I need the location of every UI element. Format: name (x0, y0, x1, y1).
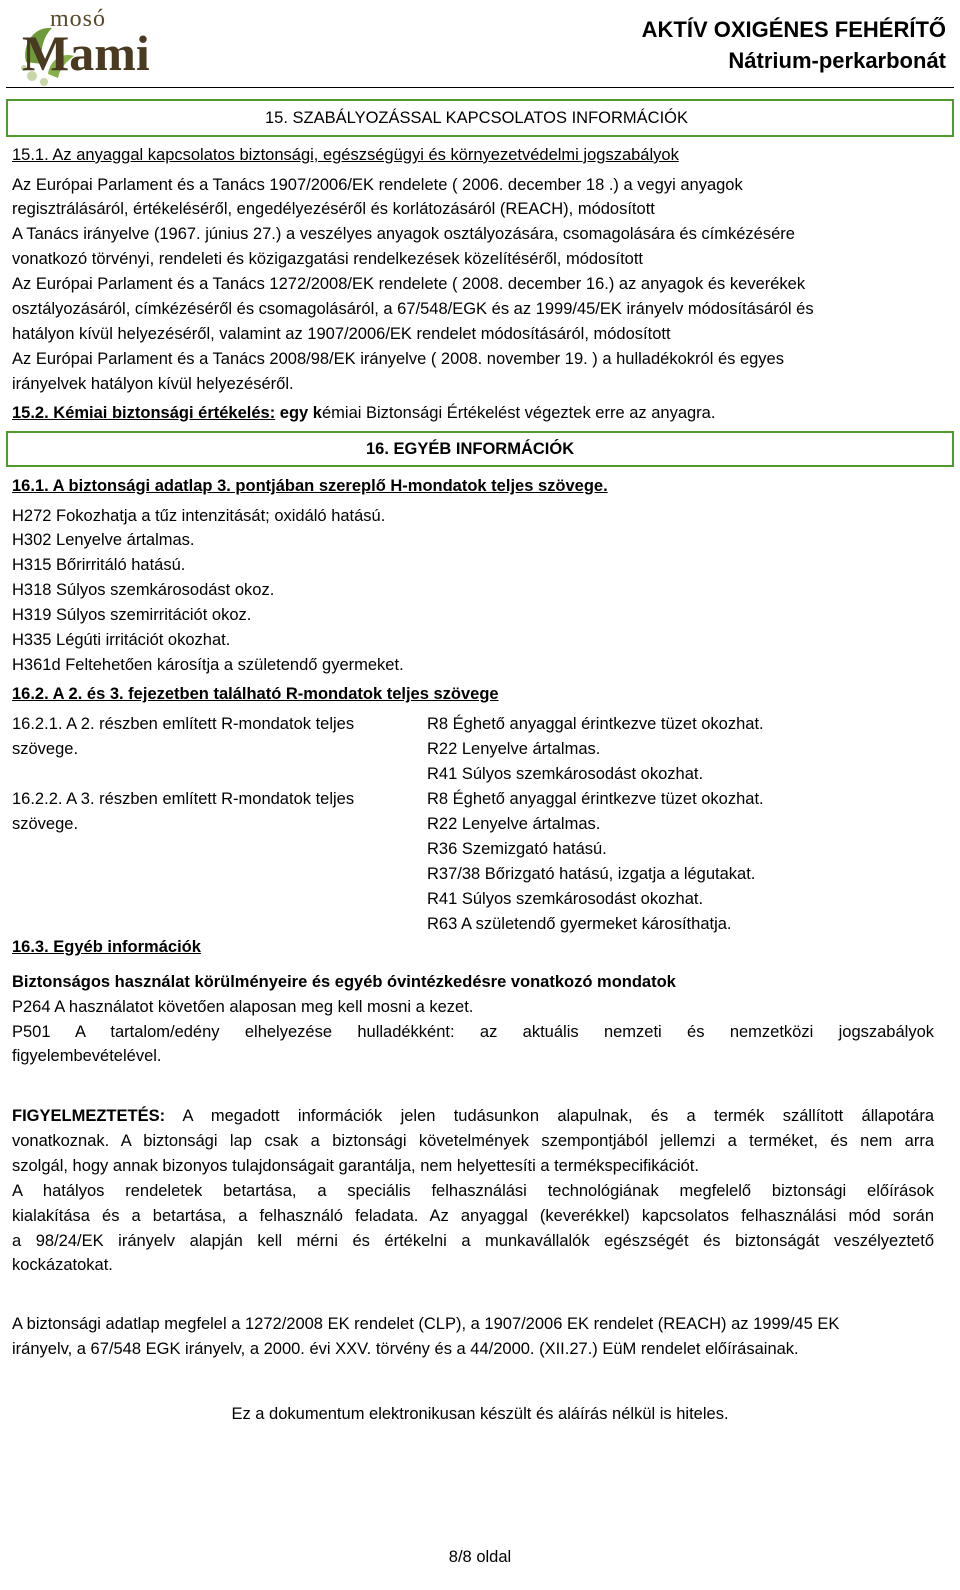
h-statement: H315 Bőrirritáló hatású. (12, 556, 186, 574)
electronic-notice: Ez a dokumentum elektronikusan készült és aláírás nélkül is hiteles. (231, 1405, 729, 1423)
regulation-line: Az Európai Parlament és a Tanács 2008/98/EK irányelve ( 2008. november 19. ) a hulladékokról és egyes (12, 350, 784, 368)
logo-text-moso: mosó (50, 6, 107, 32)
h-statement: H319 Súlyos szemirritációt okoz. (12, 606, 252, 624)
conformity-line: irányelv, a 67/548 EGK irányelv, a 2000. évi XXV. törvény és a 44/2000. (XII.27.) EüM rendelet előírásainak. (12, 1340, 799, 1358)
warning-text: A megadott információk jelen tudásunkon alapulnak, és a termék szállított állapotára (165, 1107, 934, 1125)
subsection-15-1-title: 15.1. Az anyaggal kapcsolatos biztonsági, egészségügyi és környezetvédelmi jogszabályok (12, 146, 679, 164)
logo-text-mami: Mami (22, 25, 150, 81)
regulation-line: Az Európai Parlament és a Tanács 1907/2006/EK rendelete ( 2006. december 18 .) a vegyi anyagok (12, 176, 743, 194)
subsection-16-3-title: 16.3. Egyéb információk (12, 938, 201, 956)
r-statement: R22 Lenyelve ártalmas. (427, 815, 601, 833)
subsection-16-2-title: 16.2. A 2. és 3. fejezetben található R-mondatok teljes szövege (12, 685, 499, 703)
r-section-label: szövege. (12, 740, 79, 758)
r-statement: R63 A születendő gyermeket károsíthatja. (427, 915, 732, 933)
r-statement: R41 Súlyos szemkárosodást okozhat. (427, 765, 704, 783)
regulation-line: irányelvek hatályon kívül helyezéséről. (12, 375, 294, 393)
page-number: 8/8 oldal (448, 1548, 512, 1566)
document-title (642, 14, 946, 76)
h-statement: H318 Súlyos szemkárosodást okoz. (12, 581, 275, 599)
h-statement: H335 Légúti irritációt okozhat. (12, 631, 231, 649)
r-statement: R36 Szemizgató hatású. (427, 840, 607, 858)
regulation-line: Az Európai Parlament és a Tanács 1272/2008/EK rendelete ( 2008. december 16.) az anyagok és keverékek (12, 275, 806, 293)
warning-line: A hatályos rendeletek betartása, a speciális felhasználási technológiának megfelelő biztonsági előírások (12, 1182, 934, 1200)
h-statement: H302 Lenyelve ártalmas. (12, 531, 195, 549)
subsection-15-2-label: 15.2. Kémiai biztonsági értékelés: (12, 404, 276, 422)
r-statement: R22 Lenyelve ártalmas. (427, 740, 601, 758)
subsection-16-1-title: 16.1. A biztonsági adatlap 3. pontjában szereplő H-mondatok teljes szövege. (12, 477, 608, 495)
r-statement: R37/38 Bőrizgató hatású, izgatja a légutakat. (427, 865, 756, 883)
r-section-label: 16.2.2. A 3. részben említett R-mondatok teljes (12, 790, 355, 808)
subsection-15-2 (12, 404, 715, 423)
regulation-line: hatályon kívül helyezéséről, valamint az 1907/2006/EK rendelet módosításáról, módosított (12, 325, 671, 343)
regulation-line: vonatkozó törvényi, rendeleti és közigazgatási rendelkezések közelítéséről, módosított (12, 250, 644, 268)
product-substance: Nátrium-perkarbonát (728, 48, 946, 73)
warning-line: kialakítása és a betartása, a felhasználó feladata. Az anyaggal (keverékkel) kapcsolatos felhasználási mód során (12, 1207, 934, 1225)
warning-line: kockázatokat. (12, 1256, 113, 1274)
r-section-label: 16.2.1. A 2. részben említett R-mondatok teljes (12, 715, 355, 733)
p501-line-1: P501 A tartalom/edény elhelyezése hulladékként: az aktuális nemzeti és nemzetközi jogszabályok (12, 1023, 934, 1041)
h-statement: H361d Feltehetően károsítja a születendő gyermeket. (12, 656, 404, 674)
header-divider (6, 87, 954, 88)
subsection-15-2-text-bold: egy k (275, 404, 322, 422)
safe-use-heading: Biztonságos használat körülményeire és egyéb óvintézkedésre vonatkozó mondatok (12, 973, 676, 991)
conformity-line: A biztonsági adatlap megfelel a 1272/2008 EK rendelet (CLP), a 1907/2006 EK rendelet (REACH) az 1999/45 EK (12, 1315, 840, 1333)
product-name: AKTÍV OXIGÉNES FEHÉRÍTŐ (641, 17, 946, 42)
r-statement: R8 Éghető anyaggal érintkezve tüzet okozhat. (427, 715, 764, 733)
warning-line: vonatkoznak. A biztonsági lap csak a biztonsági követelmények szempontjából jellemzi a terméket, és nem arra (12, 1132, 934, 1150)
r-statement: R41 Súlyos szemkárosodást okozhat. (427, 890, 704, 908)
subsection-15-2-text: émiai Biztonsági Értékelést végeztek erre az anyagra. (321, 404, 716, 422)
warning-line: szolgál, hogy annak bizonyos tulajdonságait garantálja, nem helyettesíti a termékspecifikációt. (12, 1157, 699, 1175)
h-statement: H272 Fokozhatja a tűz intenzitását; oxidáló hatású. (12, 507, 386, 525)
regulation-line: A Tanács irányelve (1967. június 27.) a veszélyes anyagok osztályozására, csomagolására és címkézésére (12, 225, 795, 243)
section-15-heading: 15. SZABÁLYOZÁSSAL KAPCSOLATOS INFORMÁCIÓK (265, 109, 689, 127)
r-statement: R8 Éghető anyaggal érintkezve tüzet okozhat. (427, 790, 764, 808)
section-16-heading: 16. EGYÉB INFORMÁCIÓK (366, 440, 575, 458)
p-statement-cont: figyelembevételével. (12, 1047, 162, 1065)
r-section-label: szövege. (12, 815, 79, 833)
section-15-heading-box (6, 99, 954, 137)
regulation-line: regisztrálásáról, értékeléséről, engedélyezéséről és korlátozásáról (REACH), módosított (12, 200, 655, 218)
warning-label: FIGYELMEZTETÉS: (12, 1107, 166, 1125)
p-statement: P264 A használatot követően alaposan meg kell mosni a kezet. (12, 998, 474, 1016)
regulation-line: osztályozásáról, címkézéséről és csomagolásáról, a 67/548/EGK és az 1999/45/EK irányelv módosításáról és (12, 300, 814, 318)
warning-line: a 98/24/EK irányelv alapján kell mérni és értékelni a munkavállalók egészségét és biztonságát veszélyeztető (12, 1232, 934, 1250)
section-16-heading-box (6, 431, 954, 467)
p-statement (12, 1023, 934, 1042)
warning-first-line (12, 1107, 934, 1126)
